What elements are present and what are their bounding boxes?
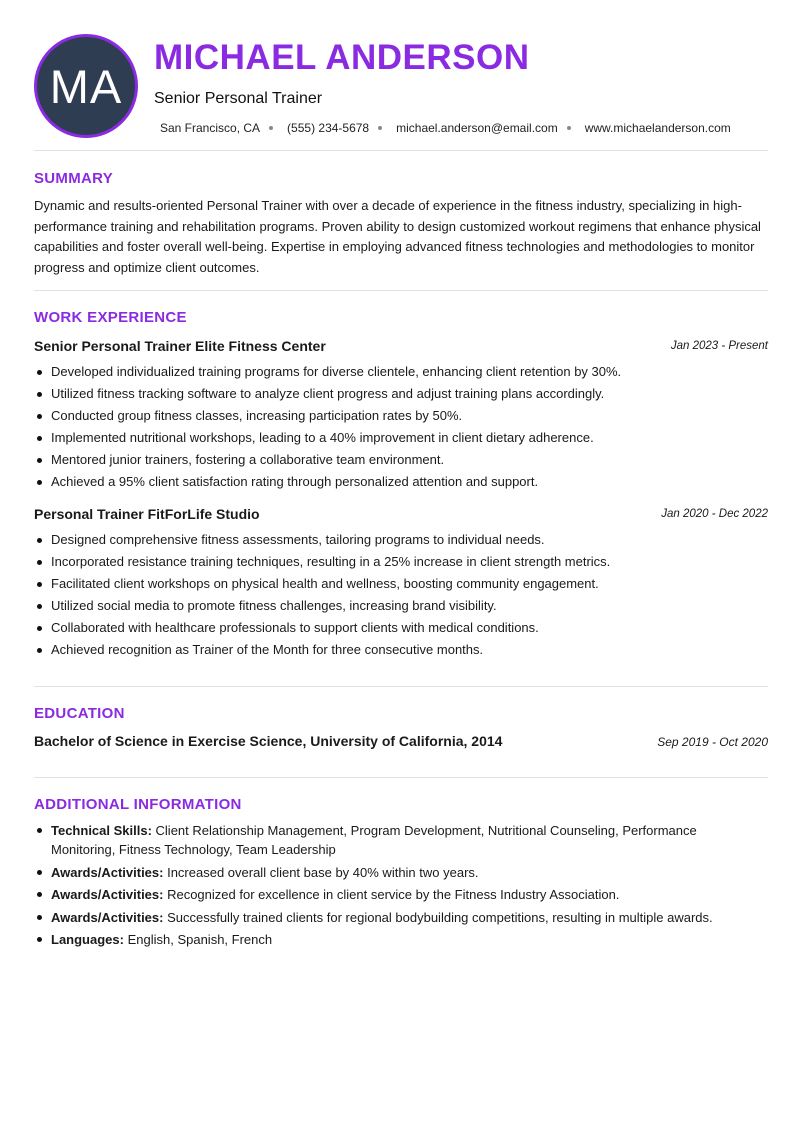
education-degree: Bachelor of Science in Exercise Science, University of California, 2014 [34,733,503,749]
summary-text: Dynamic and results-oriented Personal Trainer with over a decade of experience in the fitness industry, specializing in high-performance training and rehabilitation programs. Proven ability to design customized workout regimens that enhance physical capabilities and foster overall well-being. Expertise in employing advanced fitness technologies and methodologies to monitor progress and optimize client outcomes. [34,198,761,275]
job-role: Senior Personal Trainer Elite Fitness Center [34,338,326,354]
item-label: Technical Skills: [51,823,152,838]
list-item: Mentored junior trainers, fostering a collaborative team environment. [34,449,768,471]
list-item: Designed comprehensive fitness assessments, tailoring programs to individual needs. [34,529,768,551]
list-item: Incorporated resistance training techniques, resulting in a 25% increase in client strength metrics. [34,551,768,573]
divider [34,290,768,291]
candidate-name: MICHAEL ANDERSON [154,38,530,77]
item-text: Client Relationship Management, Program Development, Nutritional Counseling, Performance Monitoring, Fitness Technology, Team Leadership [51,823,697,857]
list-item: Achieved a 95% client satisfaction rating through personalized attention and support. [34,471,768,493]
education-entry [34,733,768,751]
list-item: Achieved recognition as Trainer of the Month for three consecutive months. [34,639,768,661]
additional-list [34,821,768,953]
separator-dot [378,126,382,130]
list-item [34,930,768,949]
divider [34,686,768,687]
contact-line [160,121,731,135]
resume-header [34,34,768,138]
divider [34,150,768,151]
divider [34,777,768,778]
job-role: Personal Trainer FitForLife Studio [34,506,260,522]
list-item: Developed individualized training programs for diverse clientele, enhancing client retention by 30%. [34,361,768,383]
contact-email[interactable]: michael.anderson@email.com [396,121,558,135]
contact-phone: (555) 234-5678 [287,121,370,135]
section-title-experience: WORK EXPERIENCE [34,309,187,326]
list-item: Facilitated client workshops on physical health and wellness, boosting community engagement. [34,573,768,595]
job-header [34,506,768,524]
job-header [34,338,768,356]
list-item: Conducted group fitness classes, increasing participation rates by 50%. [34,405,768,427]
job-bullets [34,529,768,661]
item-label: Awards/Activities: [51,864,164,880]
item-label: Awards/Activities: [51,909,164,925]
list-item: Utilized social media to promote fitness challenges, increasing brand visibility. [34,595,768,617]
item-label: Awards/Activities: [51,887,164,902]
section-title-summary: SUMMARY [34,170,114,187]
separator-dot [269,126,273,130]
item-text: English, Spanish, French [123,932,273,947]
job-bullets [34,361,768,493]
section-title-additional: ADDITIONAL INFORMATION [34,796,242,813]
section-title-education: EDUCATION [34,705,125,722]
list-item: Implemented nutritional workshops, leading to a 40% improvement in client dietary adherence. [34,427,768,449]
job-dates: Jan 2020 - Dec 2022 [661,508,768,520]
separator-dot [567,126,571,130]
item-text: Successfully trained clients for regional bodybuilding competitions, resulting in multiple awards. [163,909,713,925]
list-item: Utilized fitness tracking software to analyze client progress and adjust training plans accordingly. [34,383,768,405]
candidate-title: Senior Personal Trainer [154,90,323,107]
avatar-initials: MA [49,59,123,113]
item-label: Languages: [51,932,124,947]
contact-location: San Francisco, CA [160,121,261,135]
item-text: Recognized for excellence in client service by the Fitness Industry Association. [163,887,620,902]
list-item [34,885,768,904]
list-item [34,908,768,927]
list-item: Collaborated with healthcare professionals to support clients with medical conditions. [34,617,768,639]
education-dates: Sep 2019 - Oct 2020 [657,735,768,749]
job-dates: Jan 2023 - Present [670,340,768,352]
list-item [34,863,768,882]
item-text: Increased overall client base by 40% within two years. [163,864,479,880]
avatar [34,34,138,138]
contact-website[interactable]: www.michaelanderson.com [584,121,731,135]
list-item [34,821,734,859]
